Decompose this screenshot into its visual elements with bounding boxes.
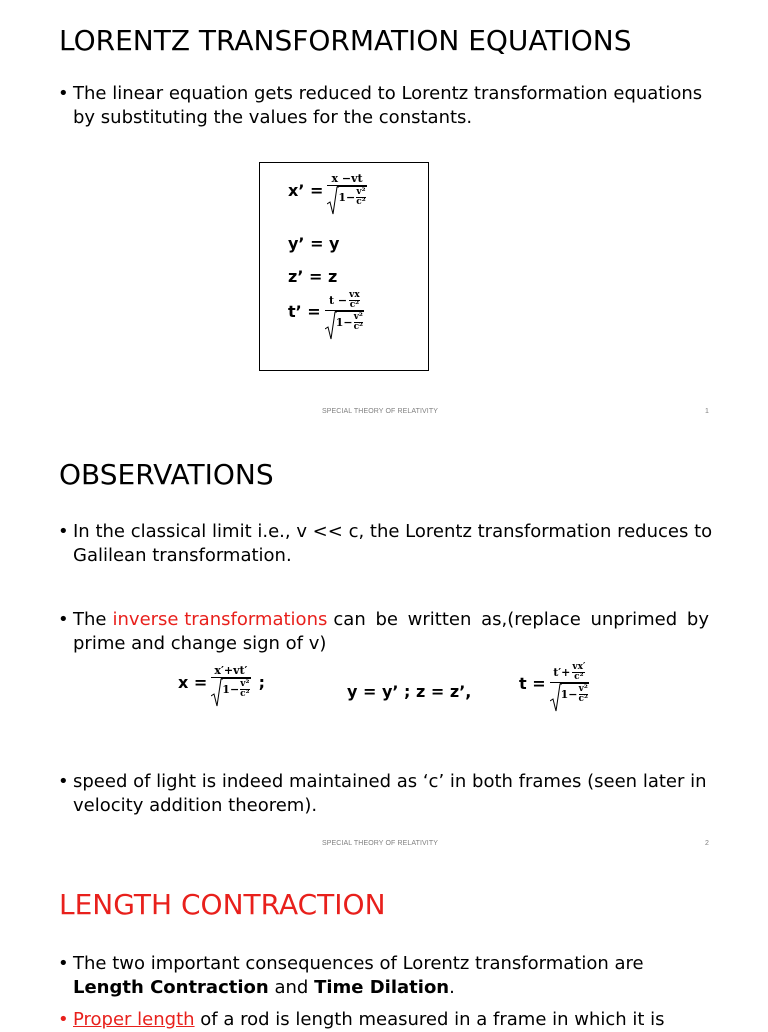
equation-y: y’ = y <box>288 234 340 253</box>
c2: c² <box>353 322 363 332</box>
slide2-bullet2-highlight: inverse transformations <box>112 609 328 630</box>
equation-t-lhs: t’ = <box>288 302 321 321</box>
v2: v² <box>240 679 250 689</box>
slide2-bullet2-pre: The <box>73 609 107 630</box>
slide3-bullet1-line2 <box>73 976 723 1000</box>
slide1-title: LORENTZ TRANSFORMATION EQUATIONS <box>59 24 632 57</box>
inverse-x-lhs: x = <box>178 672 208 692</box>
slide1-bullet-line1: The linear equation gets reduced to Lorentz transformation equations <box>73 83 703 104</box>
inverse-x-fraction <box>211 665 250 699</box>
slide2-bullet1 <box>58 520 723 568</box>
v2: v² <box>578 684 588 694</box>
slide2-bullet2-line2: prime and change sign of v) <box>73 633 327 654</box>
equation-t-numerator: t − <box>328 293 348 307</box>
slide3-title: LENGTH CONTRACTION <box>59 888 386 921</box>
v2: v² <box>356 187 366 197</box>
sqrt-one: 1− <box>560 688 578 701</box>
slide3-bullet1-line1: The two important consequences of Lorentz transformation are <box>73 953 644 974</box>
inverse-yz: y = y’ ; z = z’, <box>347 682 472 701</box>
slide2-bullet3-line1: speed of light is indeed maintained as ‘c’ in both frames (seen later in <box>73 771 707 792</box>
slide1-footer: SPECIAL THEORY OF RELATIVITY <box>322 408 438 415</box>
equation-t-fraction <box>325 291 364 332</box>
vx: vx <box>349 290 360 300</box>
slide1-page-number: 1 <box>705 408 709 415</box>
bullet-icon: • <box>58 609 69 630</box>
sqrt-one: 1− <box>335 316 353 329</box>
equation-z: z’ = z <box>288 267 338 286</box>
c2: c² <box>356 197 366 207</box>
equation-x <box>288 173 367 207</box>
vx-prime: vx′ <box>572 662 586 672</box>
sqrt-one: 1− <box>222 683 240 696</box>
sqrt-one: 1− <box>338 191 356 204</box>
inverse-t-numerator: t′+ <box>553 665 571 679</box>
slide2-bullet2-line1 <box>73 608 709 632</box>
term-length-contraction: Length Contraction <box>73 977 269 998</box>
bullet-icon: • <box>58 83 69 104</box>
term-time-dilation: Time Dilation <box>314 977 450 998</box>
slide2-bullet1-line2: Galilean transformation. <box>73 545 292 566</box>
slide3-bullet2-line1 <box>73 1008 723 1032</box>
slide2-title: OBSERVATIONS <box>59 458 274 491</box>
equation-box <box>259 162 429 371</box>
c2: c² <box>349 300 360 310</box>
slide2-page-number: 2 <box>705 840 709 847</box>
inverse-t <box>519 663 589 704</box>
slide3-bullet2-rest: of a rod is length measured in a frame in which it is <box>200 1009 665 1030</box>
c2: c² <box>578 694 588 704</box>
equation-x-fraction <box>327 173 366 207</box>
equation-x-numerator: x −vt <box>331 172 363 185</box>
inverse-t-lhs: t = <box>519 674 546 693</box>
bullet-icon: • <box>58 953 69 974</box>
inverse-x <box>178 665 265 699</box>
equation-x-lhs: x’ = <box>288 180 324 200</box>
sqrt-icon <box>550 683 589 704</box>
slide2-bullet1-line1: In the classical limit i.e., v << c, the Lorentz transformation reduces to <box>73 521 713 542</box>
equation-t <box>288 291 364 332</box>
v2: v² <box>353 312 363 322</box>
slide3-bullet2 <box>58 1008 723 1032</box>
slide3-bullet1 <box>58 952 723 1000</box>
sqrt-icon <box>327 186 366 207</box>
c2: c² <box>240 689 250 699</box>
slide2-bullet2 <box>58 608 723 656</box>
slide1-bullet <box>58 82 718 130</box>
bullet-icon: • <box>58 521 69 542</box>
slide2-bullet3 <box>58 770 723 818</box>
slide2-footer: SPECIAL THEORY OF RELATIVITY <box>322 840 438 847</box>
inverse-x-numerator: x′+vt′ <box>214 664 248 677</box>
slide3-period: . <box>449 977 455 998</box>
bullet-icon: • <box>58 771 69 792</box>
inverse-semicolon: ; <box>258 672 265 692</box>
bullet-icon: • <box>58 1009 69 1030</box>
slide2-bullet2-post: can be written as,(replace unprimed by <box>333 609 709 630</box>
term-proper-length: Proper length <box>73 1009 195 1030</box>
inverse-t-fraction <box>550 663 589 704</box>
slide3-and: and <box>274 977 309 998</box>
sqrt-icon <box>211 678 250 699</box>
slide2-bullet3-line2: velocity addition theorem). <box>73 795 318 816</box>
c2: c² <box>574 672 584 682</box>
slide1-bullet-line2: by substituting the values for the constants. <box>73 107 473 128</box>
sqrt-icon <box>325 311 364 332</box>
